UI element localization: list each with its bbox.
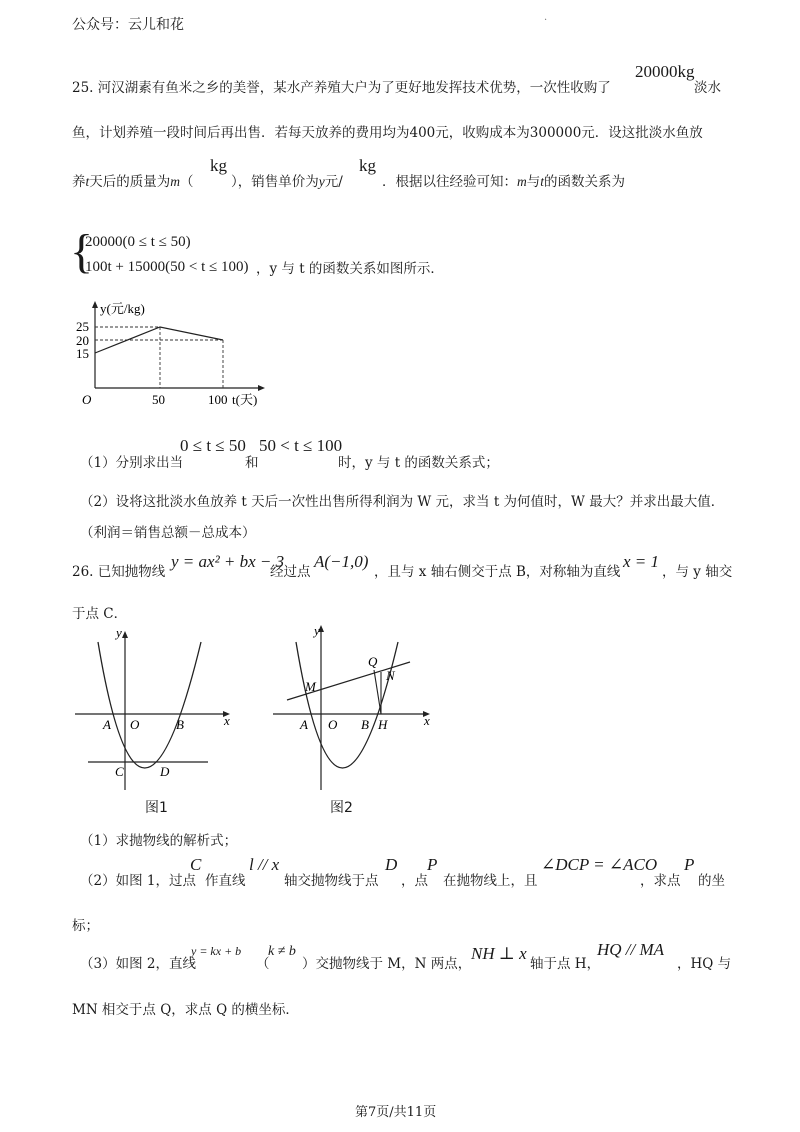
q26-part3-d: 轴于点 H， — [530, 956, 601, 972]
graph-xtick-50: 50 — [152, 392, 165, 407]
graph-ytick-25: 25 — [76, 319, 89, 334]
graph-ytick-15: 15 — [76, 346, 89, 361]
q26-line2: 于点 C． — [72, 606, 128, 622]
q26-point-A: A(−1,0) — [314, 552, 369, 571]
q26-part3-k: k ≠ b — [268, 944, 296, 959]
q26-part1: （1）求抛物线的解析式； — [80, 833, 238, 849]
q25-part1-cond1: 0 ≤ t ≤ 50 — [180, 436, 246, 455]
fig1-caption: 图1 — [145, 800, 168, 816]
q26-part3-b: （ — [256, 956, 270, 972]
q26-line1-d: ，与 y 轴交 — [662, 564, 733, 580]
q26-part2-e: 在抛物线上，且 — [443, 873, 538, 889]
fig1-C: C — [115, 764, 124, 779]
q26-part2-f: ，求点 — [640, 873, 681, 889]
q26-axis-eq: x = 1 — [623, 552, 660, 571]
fig1-B: B — [176, 717, 184, 732]
header-label: 公众号：云儿和花 — [72, 17, 184, 33]
fig1-y-label: y — [116, 625, 122, 640]
fig2-Q: Q — [368, 654, 378, 669]
q25-kg-unit-1: kg — [210, 156, 227, 175]
q25-line3: 养t天后的质量为m（ — [72, 174, 194, 190]
q25-part2: （2）设将这批淡水鱼放养 t 天后一次性出售所得利润为 W 元，求当 t 为何值时，W 最大？并求出最大值． — [80, 494, 725, 510]
fig1-D: D — [160, 764, 170, 779]
fig2-H: H — [378, 717, 388, 732]
q25-kg-unit-2: kg — [359, 156, 376, 175]
q26-line1-a: 26. 已知抛物线 — [72, 564, 166, 580]
q26-part2-b: 作直线 — [205, 873, 246, 889]
q26-part3b: MN 相交于点 Q，求点 Q 的横坐标． — [72, 1002, 299, 1018]
q26-part2-g: 的坐 — [698, 873, 725, 889]
fig1-A: A — [103, 717, 111, 732]
q26-part3-a: （3）如图 2，直线 — [80, 956, 196, 972]
q26-part2-D: D — [385, 855, 398, 874]
q25-note: （利润＝销售总额－总成本） — [80, 525, 256, 541]
q26-part2-line-l: l // x — [249, 855, 280, 874]
page-footer: 第7页/共11页 — [355, 1105, 437, 1120]
q26-part2-c: 轴交抛物线于点 — [284, 873, 379, 889]
graph-x-label: t(天) — [232, 392, 258, 407]
graph-xtick-100: 100 — [208, 392, 228, 407]
q25-line1-prefix: 25. 河汉湖素有鱼米之乡的美誉，某水产养殖大户为了更好地发挥技术优势，一次性收购了 — [72, 80, 611, 96]
piecewise-case-1: 20000(0 ≤ t ≤ 50) — [85, 234, 191, 250]
q25-part1-a: （1）分别求出当 — [80, 455, 184, 471]
q26-figure-1 — [70, 622, 240, 797]
fig2-M: M — [305, 679, 316, 694]
q25-part1-b: 和 — [245, 455, 259, 471]
fig1-x-label: x — [224, 713, 230, 728]
q26-part2-P: P — [427, 855, 438, 874]
q26-part2-C: C — [190, 855, 202, 874]
q25-line3-mid: ），销售单价为y元/ — [231, 174, 343, 190]
fig2-N: N — [386, 668, 395, 683]
q26-part2-h: 标； — [72, 918, 99, 934]
piecewise-case-2: 100t + 15000(50 < t ≤ 100) — [85, 259, 249, 275]
piecewise-tail: ，y 与 t 的函数关系如图所示． — [256, 261, 444, 277]
q26-part3-c: ）交抛物线于 M，N 两点， — [302, 956, 472, 972]
q25-part1-c: 时，y 与 t 的函数关系式； — [338, 455, 499, 471]
fig2-y-label: y — [314, 623, 320, 638]
fig2-O: O — [328, 717, 338, 732]
q25-part1-cond2: 50 < t ≤ 100 — [259, 436, 343, 455]
q26-part3-eq: y = kx + b — [191, 944, 242, 958]
q26-part2-d: ，点 — [401, 873, 428, 889]
q26-part2-a: （2）如图 1，过点 — [80, 873, 196, 889]
q26-line1-b: 经过点 — [270, 564, 311, 580]
q26-part3-e: ，HQ 与 — [677, 956, 732, 972]
fig2-x-label: x — [424, 713, 430, 728]
graph-ytick-20: 20 — [76, 333, 89, 348]
q26-part3-perp: NH ⊥ x — [471, 944, 527, 963]
fig2-B: B — [361, 717, 369, 732]
q25-price-graph — [60, 296, 270, 414]
q25-mass: 20000kg — [635, 62, 695, 81]
q26-part3-parallel: HQ // MA — [597, 940, 665, 959]
fig2-A: A — [300, 717, 308, 732]
q25-line1-tail: 淡水 — [694, 80, 721, 96]
q25-line2: 鱼，计划养殖一段时间后再出售．若每天放养的费用均为400元，收购成本为300000元．设这批淡水鱼放 — [72, 125, 703, 141]
q26-part2-angle: ∠DCP = ∠ACO — [541, 855, 658, 874]
header-dot: . — [544, 12, 548, 23]
q26-part2-P2: P — [684, 855, 695, 874]
q25-line3-end: ．根据以往经验可知：m与t的函数关系为 — [382, 174, 626, 190]
graph-y-label: y(元/kg) — [100, 301, 145, 316]
q26-parabola-eq: y = ax² + bx − 3 — [171, 552, 285, 571]
fig2-caption: 图2 — [330, 800, 353, 816]
fig1-O: O — [130, 717, 140, 732]
graph-origin: O — [82, 392, 92, 407]
piecewise-brace: { — [70, 225, 94, 278]
q26-figure-2 — [270, 622, 440, 797]
q26-line1-c: ，且与 x 轴右侧交于点 B，对称轴为直线 — [374, 564, 621, 580]
